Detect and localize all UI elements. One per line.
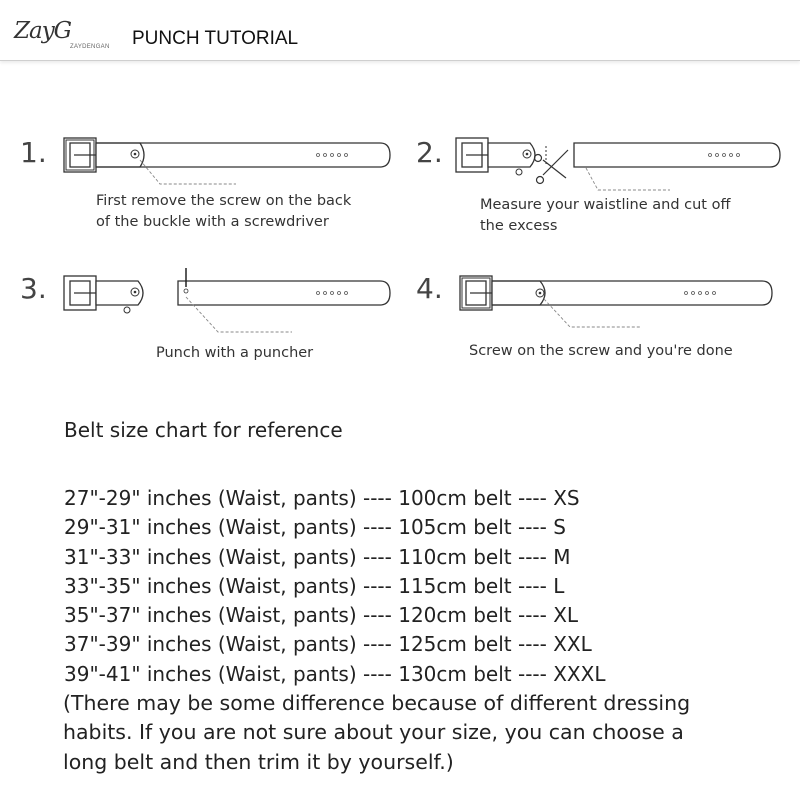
- step-3-caption: [156, 343, 313, 364]
- step-2-diagram: [456, 138, 780, 190]
- step-3-diagram: [64, 268, 390, 332]
- step-1-caption-line2: of the buckle with a screwdriver: [96, 214, 329, 230]
- size-row: 27"-29" inches (Waist, pants) ---- 100cm belt ---- XS: [64, 486, 580, 510]
- step-1-caption: [96, 191, 351, 233]
- step-4-caption-line1: Screw on the screw and you're done: [469, 343, 733, 359]
- step-4-caption: [469, 341, 733, 362]
- step-number-1: 1.: [20, 136, 47, 169]
- belt-size-chart: [64, 416, 784, 777]
- size-row: 35"-37" inches (Waist, pants) ---- 120cm belt ---- XL: [64, 603, 579, 628]
- step-2-caption-line2: the excess: [480, 218, 558, 234]
- step-2-caption-line1: Measure your waistline and cut off: [480, 197, 731, 213]
- step-4-diagram: [460, 276, 772, 327]
- size-row: 33"-35" inches (Waist, pants) ---- 115cm belt ---- L: [64, 573, 565, 598]
- size-note-line2: habits. If you are not sure about your size, you can choose a: [63, 720, 684, 745]
- step-number-3: 3.: [20, 272, 47, 305]
- step-1-diagram: [64, 138, 390, 184]
- size-note-line3: long belt and then trim it by yourself.): [63, 749, 454, 774]
- size-row: 39"-41" inches (Waist, pants) ---- 130cm belt ---- XXXL: [64, 661, 606, 686]
- size-chart-title: Belt size chart for reference: [64, 418, 343, 442]
- step-number-2: 2.: [416, 136, 443, 169]
- step-number-4: 4.: [416, 272, 443, 305]
- size-row: 37"-39" inches (Waist, pants) ---- 125cm belt ---- XXL: [64, 632, 592, 657]
- step-2-caption: [480, 195, 730, 237]
- size-note-line1: (There may be some difference because of different dressing: [63, 691, 691, 716]
- size-row: 29"-31" inches (Waist, pants) ---- 105cm belt ---- S: [64, 515, 566, 540]
- step-1-caption-line1: First remove the screw on the back: [96, 193, 352, 209]
- brand-logo-subtext: ZAYDENGAN: [70, 44, 110, 50]
- brand-logo: ZayG: [14, 18, 72, 44]
- page-title: PUNCH TUTORIAL: [132, 28, 299, 49]
- size-row: 31"-33" inches (Waist, pants) ---- 110cm belt ---- M: [64, 544, 571, 569]
- step-3-caption-line1: Punch with a puncher: [156, 345, 314, 361]
